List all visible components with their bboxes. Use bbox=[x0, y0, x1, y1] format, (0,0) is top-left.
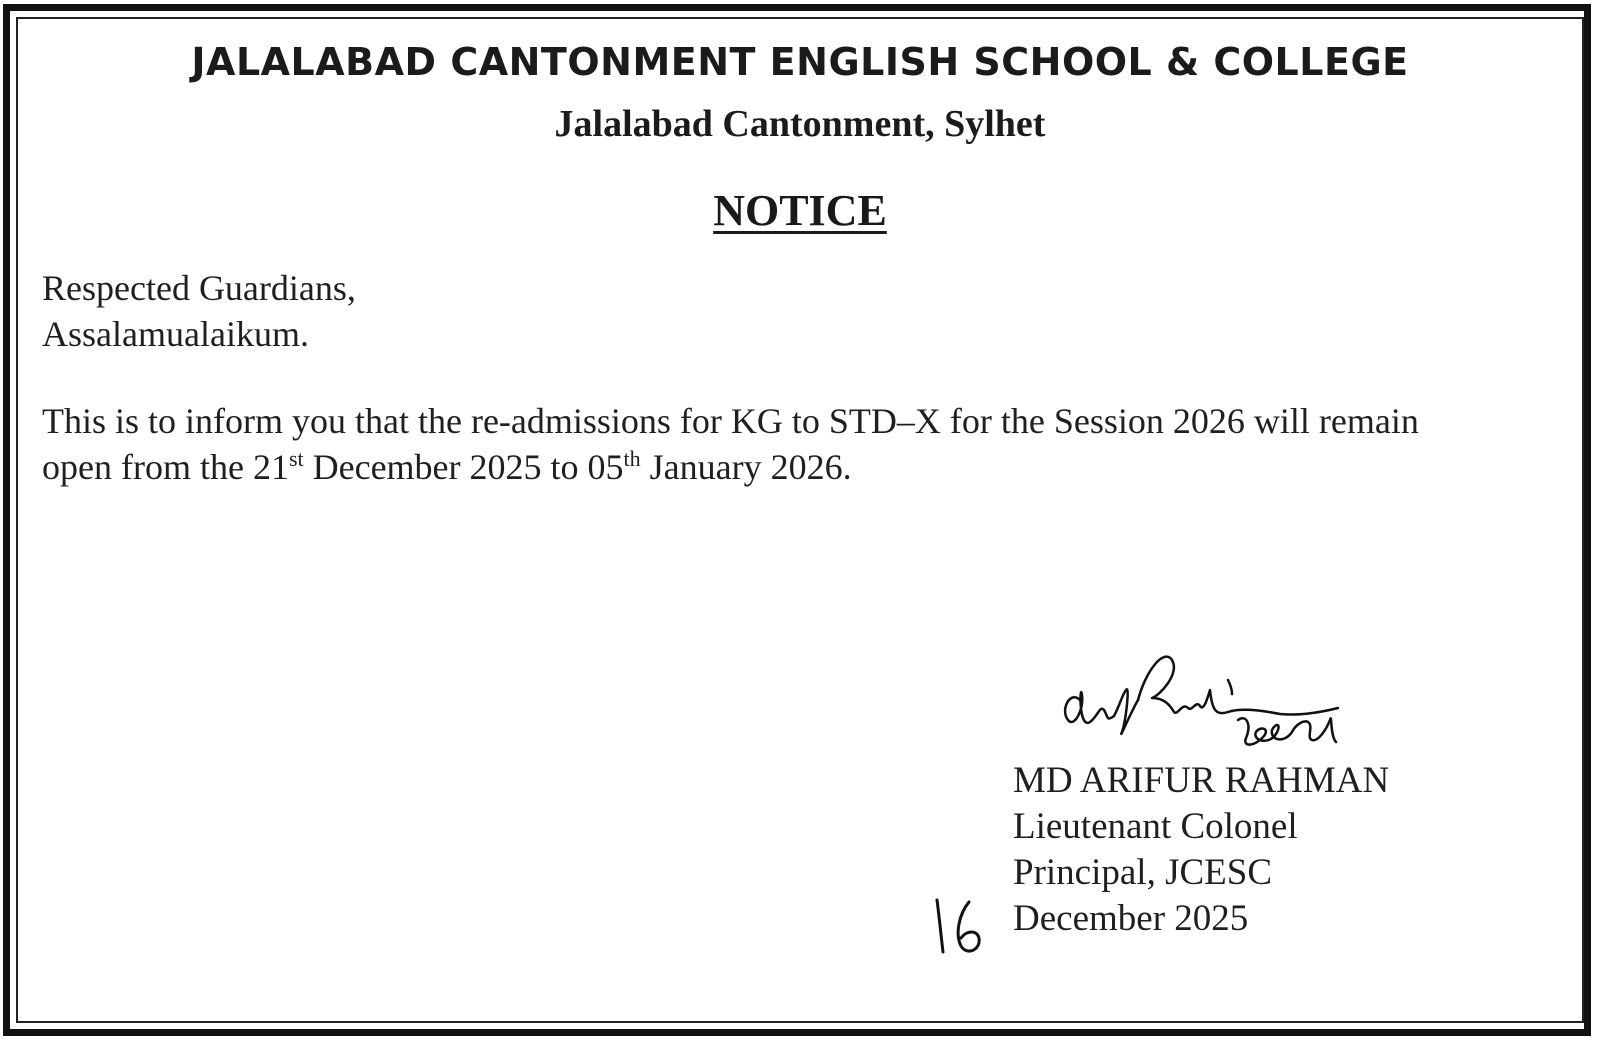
notice-title: NOTICE bbox=[713, 186, 887, 235]
signatory-block bbox=[1013, 758, 1389, 942]
greeting: Assalamualaikum. bbox=[42, 314, 309, 354]
notice-body-line-2 bbox=[42, 444, 1577, 490]
notice-body-line-1: This is to inform you that the re-admissions for KG to STD–X for the Session 2026 will remain bbox=[42, 401, 1419, 441]
ordinal-suffix-th: th bbox=[623, 446, 641, 471]
notice-date: December 2025 bbox=[1013, 898, 1249, 939]
body-text-part-b: December 2025 to 05 bbox=[303, 447, 624, 487]
signature-image bbox=[1060, 650, 1380, 770]
notice-title-wrap bbox=[0, 185, 1600, 236]
notice-body bbox=[42, 398, 1577, 490]
body-text-part-c: January 2026. bbox=[640, 447, 852, 487]
handwritten-day bbox=[925, 890, 995, 960]
ordinal-suffix-st: st bbox=[288, 446, 304, 471]
school-location: Jalalabad Cantonment, Sylhet bbox=[554, 103, 1046, 145]
signatory-position: Principal, JCESC bbox=[1013, 852, 1273, 893]
body-text-part-a: open from the 21 bbox=[42, 447, 289, 487]
salutation: Respected Guardians, bbox=[42, 268, 356, 308]
school-name: JALALABAD CANTONMENT ENGLISH SCHOOL & COLLEGE bbox=[191, 40, 1409, 84]
signatory-name: MD ARIFUR RAHMAN bbox=[1013, 760, 1390, 801]
signatory-rank: Lieutenant Colonel bbox=[1013, 806, 1298, 847]
